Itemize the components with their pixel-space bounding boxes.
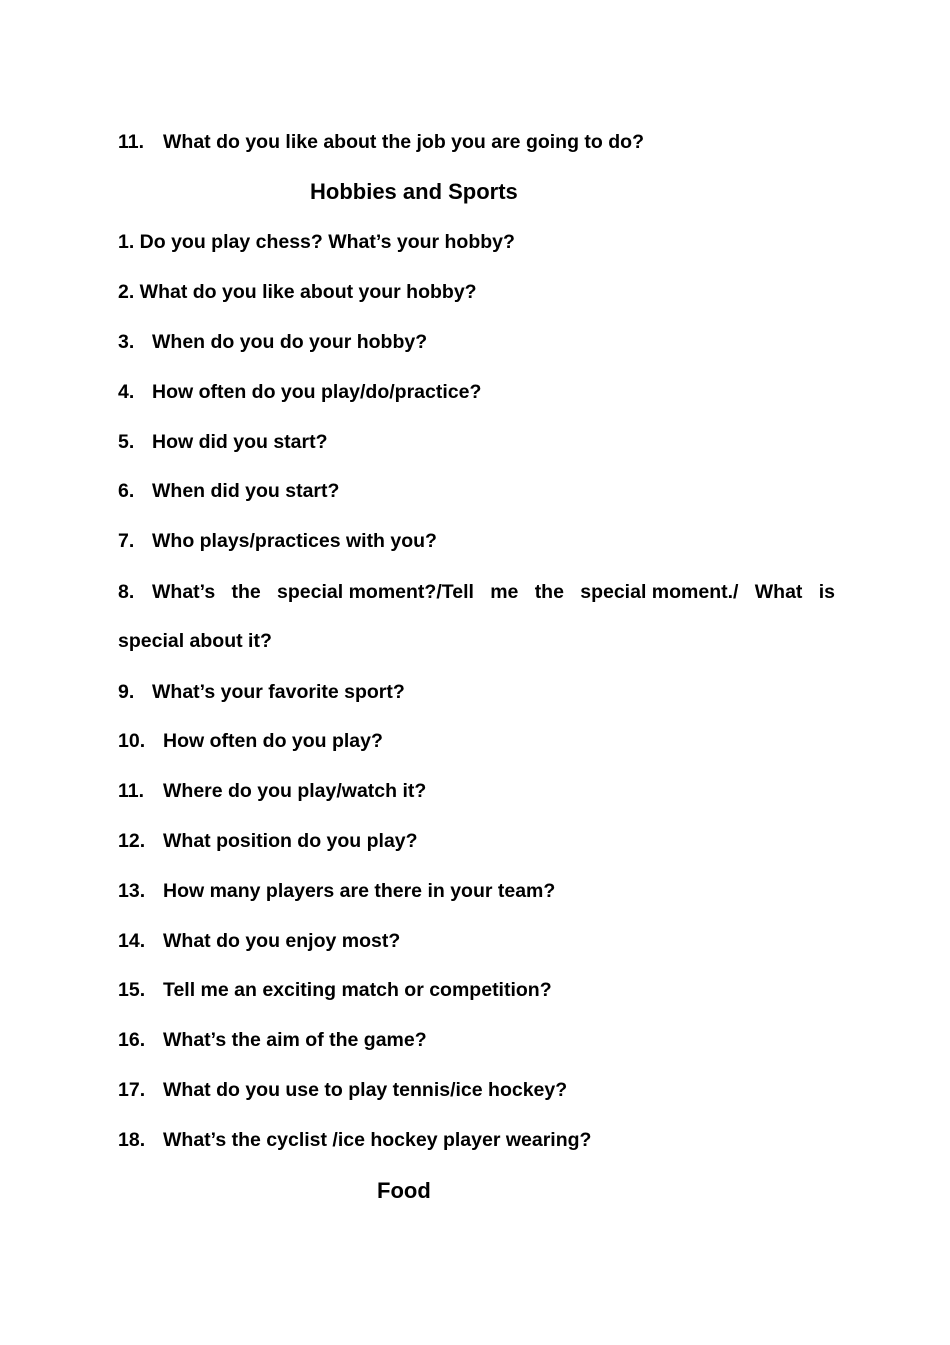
question-item: 1. Do you play chess? What’s your hobby? xyxy=(118,231,515,253)
item-text: Who plays/practices with you? xyxy=(152,530,437,552)
item-text: When did you start? xyxy=(152,480,340,502)
item-text: How often do you play? xyxy=(163,730,383,752)
item-word: the xyxy=(231,581,261,603)
question-item-8 xyxy=(118,580,835,604)
question-item xyxy=(118,829,418,853)
item-text: What do you use to play tennis/ice hockey? xyxy=(163,1079,568,1101)
item-number: 10. xyxy=(118,730,146,752)
question-item xyxy=(118,879,555,903)
question-item xyxy=(118,1078,567,1102)
question-item: 2. What do you like about your hobby? xyxy=(118,281,477,303)
item-number: 16. xyxy=(118,1029,146,1051)
item-text: What’s the cyclist /ice hockey player wearing? xyxy=(163,1129,592,1151)
item-number: 18. xyxy=(118,1129,146,1151)
question-item xyxy=(118,479,339,503)
question-item xyxy=(118,1028,427,1052)
item-number: 9. xyxy=(118,681,135,703)
item-number: 5. xyxy=(118,431,135,453)
item-word: What xyxy=(754,581,803,603)
question-item xyxy=(118,380,481,404)
question-item xyxy=(118,330,427,354)
item-text: What do you like about the job you are going to do? xyxy=(163,131,644,153)
item-text: How many players are there in your team? xyxy=(163,880,556,902)
question-item-8-continuation: special about it? xyxy=(118,630,272,652)
item-text: Tell me an exciting match or competition? xyxy=(163,979,552,1001)
item-text: How often do you play/do/practice? xyxy=(152,381,482,403)
section-heading-food: Food xyxy=(377,1178,431,1203)
item-word: What’s xyxy=(152,581,216,603)
item-word: special moment./ xyxy=(580,581,739,603)
item-number: 11. xyxy=(118,131,145,153)
question-item xyxy=(118,978,552,1002)
item-text: What position do you play? xyxy=(163,830,418,852)
item-word: me xyxy=(490,581,519,603)
question-item xyxy=(118,1128,591,1152)
item-number: 15. xyxy=(118,979,146,1001)
item-number: 12. xyxy=(118,830,146,852)
question-item xyxy=(118,130,644,154)
item-number: 4. xyxy=(118,381,135,403)
item-text: How did you start? xyxy=(152,431,328,453)
item-number: 3. xyxy=(118,331,135,353)
question-item xyxy=(118,529,437,553)
item-word: is xyxy=(818,581,835,603)
item-number: 6. xyxy=(118,480,135,502)
item-8-first xyxy=(118,580,215,604)
item-number: 8. xyxy=(118,581,135,603)
item-number: 7. xyxy=(118,530,135,552)
item-text: What’s the aim of the game? xyxy=(163,1029,427,1051)
item-word: the xyxy=(534,581,564,603)
question-item xyxy=(118,779,426,803)
item-number: 17. xyxy=(118,1079,146,1101)
item-text: When do you do your hobby? xyxy=(152,331,428,353)
question-item xyxy=(118,929,400,953)
question-item xyxy=(118,680,405,704)
item-word: special moment?/Tell xyxy=(277,581,474,603)
item-text: What do you enjoy most? xyxy=(163,930,401,952)
item-text: Where do you play/watch it? xyxy=(163,780,427,802)
item-number: 13. xyxy=(118,880,146,902)
question-item xyxy=(118,729,383,753)
item-number: 11. xyxy=(118,780,145,802)
section-heading-hobbies: Hobbies and Sports xyxy=(310,179,518,204)
question-item xyxy=(118,430,328,454)
item-number: 14. xyxy=(118,930,146,952)
item-text: What’s your favorite sport? xyxy=(152,681,405,703)
